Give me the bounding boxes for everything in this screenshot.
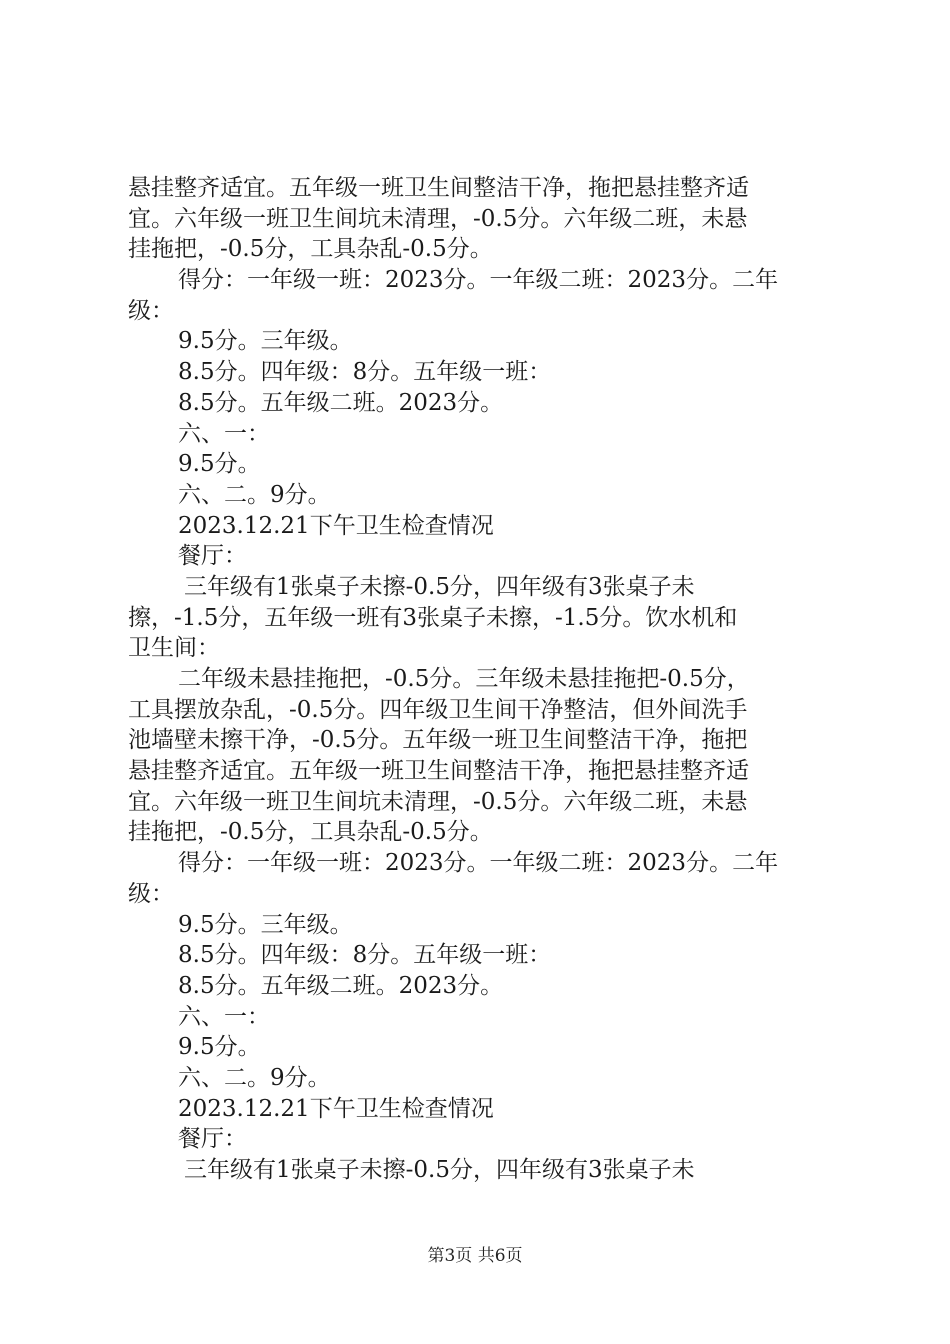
text-line: 悬挂整齐适宜。五年级一班卫生间整洁干净，拖把悬挂整齐适 (128, 758, 749, 785)
text-line: 六、一： (178, 420, 270, 447)
text-line: 池墙壁未擦干净，-0.5分。五年级一班卫生间整洁干净，拖把 (128, 727, 748, 754)
text-line: 六、二。9分。 (178, 1064, 331, 1091)
text-line: 卫生间： (128, 635, 220, 662)
text-line: 9.5分。 (178, 1034, 261, 1061)
text-line: 宜。六年级一班卫生间坑未清理，-0.5分。六年级二班，未悬 (128, 788, 748, 815)
text-line: 二年级未悬挂拖把，-0.5分。三年级未悬挂拖把-0.5分， (178, 666, 750, 692)
text-line: 工具摆放杂乱，-0.5分。四年级卫生间干净整洁，但外间洗手 (128, 696, 748, 723)
text-line: 9.5分。三年级。 (178, 328, 353, 355)
text-line: 三年级有1张桌子未擦-0.5分，四年级有3张桌子未 (184, 1157, 695, 1183)
text-line: 挂拖把，-0.5分，工具杂乱-0.5分。 (128, 236, 493, 263)
section-heading: 2023.12.21下午卫生检查情况 (178, 1095, 494, 1122)
text-line: 8.5分。四年级：8分。五年级一班： (178, 942, 552, 969)
section-heading: 2023.12.21下午卫生检查情况 (178, 512, 494, 539)
text-line: 9.5分。三年级。 (178, 911, 353, 938)
text-line: 得分：一年级一班：2023分。一年级二班：2023分。二年 (178, 267, 779, 294)
text-line: 宜。六年级一班卫生间坑未清理，-0.5分。六年级二班，未悬 (128, 205, 748, 232)
text-line: 挂拖把，-0.5分，工具杂乱-0.5分。 (128, 819, 493, 846)
text-line: 8.5分。五年级二班。2023分。 (178, 389, 504, 416)
text-line: 餐厅： (178, 1126, 247, 1153)
document-body (128, 173, 833, 1186)
text-line: 得分：一年级一班：2023分。一年级二班：2023分。二年 (178, 850, 779, 877)
text-line: 三年级有1张桌子未擦-0.5分，四年级有3张桌子未 (184, 573, 695, 600)
page-footer: 第3页 共6页 (427, 1246, 523, 1266)
text-line: 擦，-1.5分，五年级一班有3张桌子未擦，-1.5分。饮水机和 (128, 604, 738, 631)
text-line: 六、一： (178, 1003, 270, 1030)
text-line: 级： (128, 297, 174, 324)
text-line: 9.5分。 (178, 451, 261, 478)
text-line: 8.5分。四年级：8分。五年级一班： (178, 359, 552, 386)
text-line: 六、二。9分。 (178, 481, 331, 508)
text-line: 级： (128, 880, 174, 907)
text-line: 餐厅： (178, 543, 247, 570)
text-line: 悬挂整齐适宜。五年级一班卫生间整洁干净，拖把悬挂整齐适 (128, 175, 749, 201)
text-line: 8.5分。五年级二班。2023分。 (178, 972, 504, 999)
